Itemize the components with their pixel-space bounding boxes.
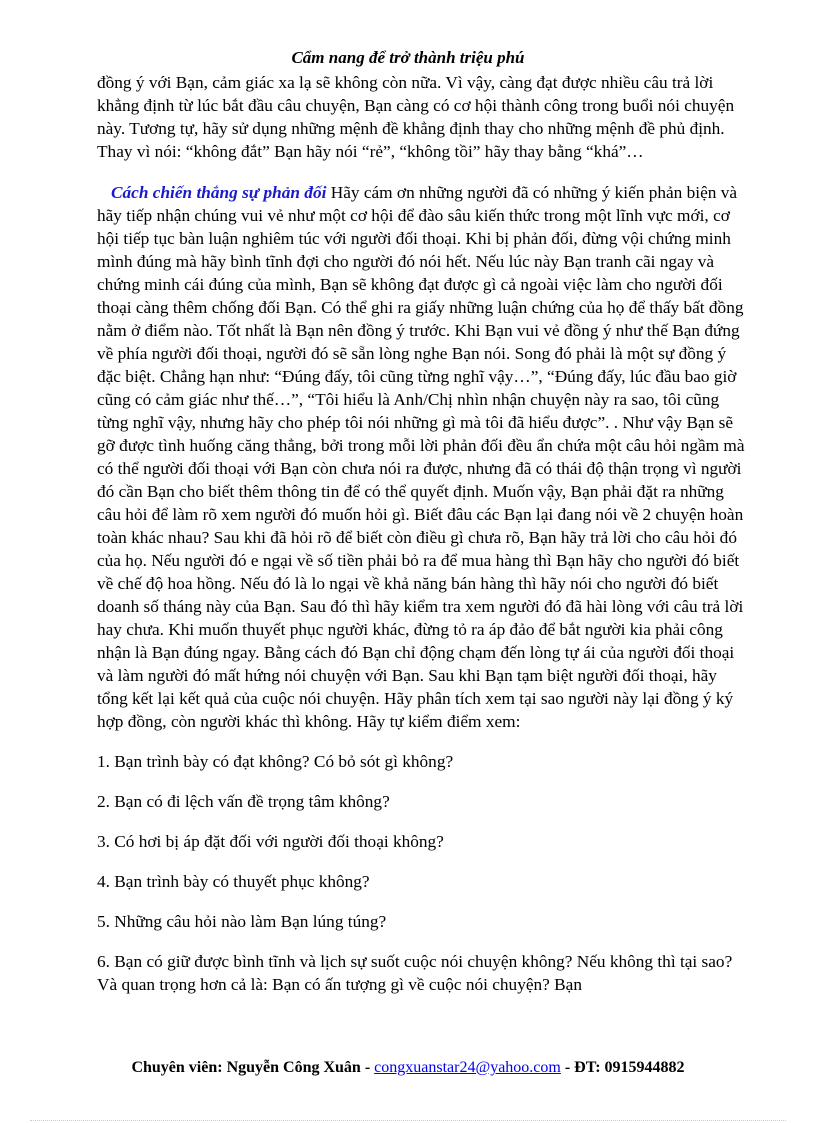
header-title: Cẩm nang để trở thành triệu phú	[291, 48, 525, 67]
footer-phone: - ĐT: 0915944882	[560, 1059, 685, 1076]
question-item-2: 2. Bạn có đi lệch vấn đề trọng tâm không?	[97, 792, 390, 811]
question-item-4: 4. Bạn trình bày có thuyết phục không?	[97, 872, 370, 891]
paragraph-spacer	[97, 733, 745, 750]
page-bottom-divider	[30, 1120, 786, 1121]
question-item-3: 3. Có hơi bị áp đặt đối với người đối thoại không?	[97, 832, 444, 851]
paragraph-spacer	[97, 853, 745, 870]
section-text: Hãy cám ơn những người đã có những ý kiến phản biện và hãy tiếp nhận chúng vui vẻ như một cơ hội để đào sâu kiến thức trong một lĩnh vực mới, cơ hội tiếp tục bàn luận nghiêm túc với người đối thoại. Khi bị phản đối, đừng vội chứng minh mình đúng mà hãy bình tĩnh đợi cho người đó nói hết. Nếu lúc này Bạn tranh cãi ngay và chứng minh cái đúng của mình, Bạn sẽ không đạt được gì cả ngoài việc làm cho người đối thoại càng thêm chống đối Bạn. Có thể ghi ra giấy những luận chứng của họ để thấy bất đồng nằm ở điểm nào. Tốt nhất là Bạn nên đồng ý trước. Khi Bạn vui vẻ đồng ý như thế Bạn đứng về phía người đối thoại, người đó sẽ sẵn lòng nghe Bạn nói. Song đó phải là một sự đồng ý đặc biệt. Chẳng hạn như: “Đúng đấy, tôi cũng từng nghĩ vậy…”, “Đúng đấy, lúc đầu bao giờ cũng có cảm giác như thế…”, “Tôi hiểu là Anh/Chị nhìn nhận chuyện này ra sao, tôi cũng từng nghĩ vậy, nhưng hãy cho phép tôi nói những gì mà tôi đã hiểu được”. . Như vậy Bạn sẽ gỡ được tình huống căng thẳng, bởi trong mỗi lời phản đối đều ẩn chứa một câu hỏi ngầm mà có thể người đối thoại với Bạn còn chưa nói ra được, nhưng đã có thái độ thận trọng vì người đó cần Bạn cho biết thêm thông tin để có thể quyết định. Muốn vậy, Bạn phải đặt ra những câu hỏi để làm rõ xem người đó muốn hỏi gì. Biết đâu các Bạn lại đang nói về 2 chuyện hoàn toàn khác nhau? Sau khi đã hỏi rõ để biết còn điều gì chưa rõ, Bạn hãy trả lời cho câu hỏi đó của họ. Nếu người đó e ngại về số tiền phải bỏ ra để mua hàng thì Bạn hãy cho người đó biết về chế độ hoa hồng. Nếu đó là lo ngại về khả năng bán hàng thì hãy nói cho người đó biết doanh số tháng này của Bạn. Sau đó thì hãy kiểm tra xem người đó đã hài lòng với câu trả lời hay chưa. Khi muốn thuyết phục người khác, đừng tỏ ra áp đảo để bắt người kia phải công nhận là Bạn đúng ngay. Bằng cách đó Bạn chỉ động chạm đến lòng tự ái của người đối thoại và làm người đó mất hứng nói chuyện với Bạn. Sau khi Bạn tạm biệt người đối thoại, hãy tổng kết lại kết quả của cuộc nói chuyện. Hãy phân tích xem tại sao người này lại đồng ý ký hợp đồng, còn người khác thì không. Hãy tự kiểm điểm xem:	[97, 183, 745, 731]
question-item-5: 5. Những câu hỏi nào làm Bạn lúng túng?	[97, 912, 387, 931]
document-body	[97, 71, 745, 996]
paragraph-spacer	[97, 893, 745, 910]
intro-paragraph: đồng ý với Bạn, cảm giác xa lạ sẽ không còn nữa. Vì vậy, càng đạt được nhiều câu trả lời khẳng định từ lúc bắt đầu câu chuyện, Bạn càng có cơ hội thành công trong buổi nói chuyện này. Tương tự, hãy sử dụng những mệnh đề khẳng định thay cho những mệnh đề phủ định. Thay vì nói: “không đắt” Bạn hãy nói “rẻ”, “không tồi” hãy thay bằng “khá”…	[97, 73, 735, 161]
question-item-1: 1. Bạn trình bày có đạt không? Có bỏ sót gì không?	[97, 752, 454, 771]
page-header	[0, 47, 816, 69]
section-title: Cách chiến thắng sự phản đối	[111, 183, 327, 202]
question-item-6: 6. Bạn có giữ được bình tĩnh và lịch sự suốt cuộc nói chuyện không? Nếu không thì tại sao? Và quan trọng hơn cả là: Bạn có ấn tượng gì về cuộc nói chuyện? Bạn	[97, 952, 733, 994]
footer-email-link[interactable]: congxuanstar24@yahoo.com	[374, 1059, 561, 1076]
paragraph-spacer	[97, 773, 745, 790]
paragraph-spacer	[97, 163, 745, 181]
footer-author: Chuyên viên: Nguyễn Công Xuân -	[131, 1059, 375, 1076]
paragraph-spacer	[97, 933, 745, 950]
section-paragraph	[97, 181, 745, 733]
paragraph-spacer	[97, 813, 745, 830]
page-footer	[0, 1057, 816, 1079]
